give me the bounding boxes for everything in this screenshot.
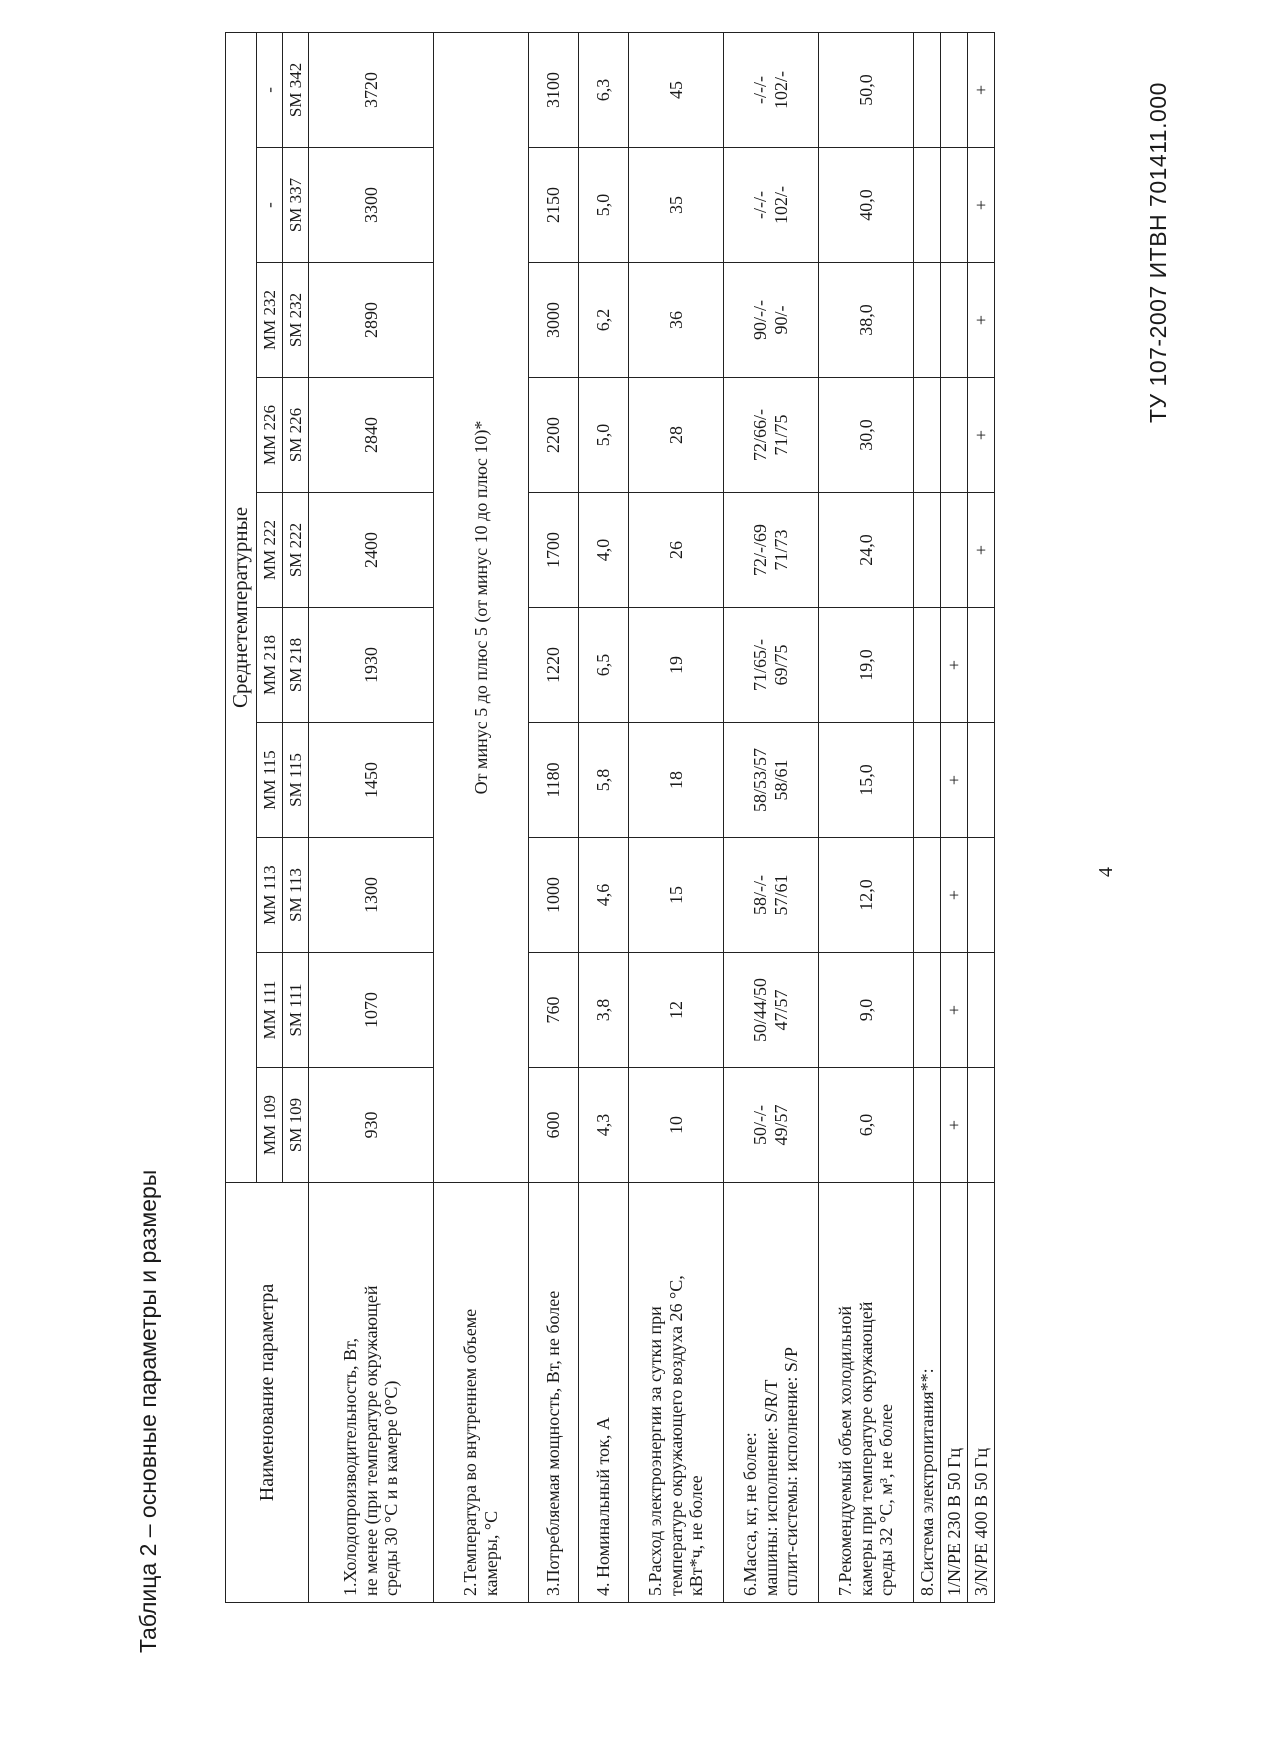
- value-cell: [967, 1068, 994, 1183]
- value-cell: 90/-/- 90/-: [723, 263, 818, 378]
- value-cell: 930: [308, 1068, 433, 1183]
- table-row: [723, 32, 818, 1602]
- param-name-cell: 4. Номинальный ток, А: [578, 1183, 628, 1603]
- value-cell: 2400: [308, 493, 433, 608]
- value-cell: [913, 608, 940, 723]
- value-cell: 1300: [308, 838, 433, 953]
- value-cell: [967, 723, 994, 838]
- value-cell: 2840: [308, 378, 433, 493]
- value-cell: [913, 1068, 940, 1183]
- value-cell: 35: [628, 148, 723, 263]
- model-header-mm: MM 111: [256, 953, 282, 1068]
- value-cell: +: [940, 1068, 967, 1183]
- value-cell: +: [967, 32, 994, 147]
- header-row-group: [226, 32, 257, 1602]
- value-cell: +: [940, 608, 967, 723]
- value-cell: 3,8: [578, 953, 628, 1068]
- model-header-sm: SM 342: [282, 32, 308, 147]
- param-name-cell: 1.Холодопроизводительность, Вт, не менее (при температуре окружающей среды 30 °С и в камере 0°С): [308, 1183, 433, 1603]
- value-cell: 10: [628, 1068, 723, 1183]
- value-cell: [940, 148, 967, 263]
- value-cell: +: [967, 263, 994, 378]
- param-name-cell: 3.Потребляемая мощность, Вт, не более: [528, 1183, 578, 1603]
- value-cell: 1000: [528, 838, 578, 953]
- value-cell: 1180: [528, 723, 578, 838]
- value-cell: 58/-/- 57/61: [723, 838, 818, 953]
- param-name-cell: 8.Система электропитания**:: [913, 1183, 940, 1603]
- table-row: [578, 32, 628, 1602]
- table-row: [967, 32, 994, 1602]
- value-cell: 5,0: [578, 148, 628, 263]
- value-cell: 9,0: [818, 953, 913, 1068]
- value-cell: 1220: [528, 608, 578, 723]
- value-cell: 72/66/- 71/75: [723, 378, 818, 493]
- value-cell: [913, 263, 940, 378]
- model-header-sm: SM 222: [282, 493, 308, 608]
- value-cell: +: [967, 378, 994, 493]
- value-cell: 72/-/69 71/73: [723, 493, 818, 608]
- table-row: [433, 32, 528, 1602]
- value-cell: +: [940, 838, 967, 953]
- value-cell: [913, 493, 940, 608]
- value-cell: 38,0: [818, 263, 913, 378]
- value-cell: 15,0: [818, 723, 913, 838]
- param-name-cell: 2.Температура во внутреннем объеме камеры, °С: [433, 1183, 528, 1603]
- value-cell: 24,0: [818, 493, 913, 608]
- value-cell: 50/44/50 47/57: [723, 953, 818, 1068]
- value-cell: 760: [528, 953, 578, 1068]
- value-cell: 6,2: [578, 263, 628, 378]
- table-row: [628, 32, 723, 1602]
- model-header-sm: SM 111: [282, 953, 308, 1068]
- model-header-mm: -: [256, 148, 282, 263]
- value-cell: -/-/- 102/-: [723, 32, 818, 147]
- value-cell: 2890: [308, 263, 433, 378]
- model-header-mm: MM 115: [256, 723, 282, 838]
- model-header-mm: MM 109: [256, 1068, 282, 1183]
- value-cell: 26: [628, 493, 723, 608]
- model-header-sm: SM 232: [282, 263, 308, 378]
- value-cell: [913, 838, 940, 953]
- value-cell: [913, 148, 940, 263]
- value-cell: 4,0: [578, 493, 628, 608]
- value-cell: 15: [628, 838, 723, 953]
- model-header-sm: SM 113: [282, 838, 308, 953]
- value-cell: [967, 838, 994, 953]
- page-number: 4: [1095, 867, 1117, 877]
- value-cell: +: [940, 723, 967, 838]
- table-row: [308, 32, 433, 1602]
- value-cell: 19,0: [818, 608, 913, 723]
- value-cell: 28: [628, 378, 723, 493]
- param-name-cell: 1/N/PE 230 В 50 Гц: [940, 1183, 967, 1603]
- group-header: Среднетемпературные: [226, 32, 257, 1182]
- value-cell: [913, 953, 940, 1068]
- value-cell: [940, 378, 967, 493]
- value-cell: 36: [628, 263, 723, 378]
- value-cell: [940, 32, 967, 147]
- param-name-cell: 3/N/PE 400 В 50 Гц: [967, 1183, 994, 1603]
- value-cell: [913, 723, 940, 838]
- value-cell: 2200: [528, 378, 578, 493]
- value-cell: +: [967, 493, 994, 608]
- model-header-sm: SM 218: [282, 608, 308, 723]
- param-name-cell: 7.Рекомендуемый объем холодильной камеры при температуре окружающей среды 32 °С, м³, не более: [818, 1183, 913, 1603]
- value-cell: 6,0: [818, 1068, 913, 1183]
- value-cell: 50,0: [818, 32, 913, 147]
- value-cell: 4,6: [578, 838, 628, 953]
- model-header-sm: SM 109: [282, 1068, 308, 1183]
- param-name-cell: 6.Масса, кг, не более: машины: исполнение: S/R/T сплит-системы: исполнение: S/P: [723, 1183, 818, 1603]
- value-cell: 30,0: [818, 378, 913, 493]
- parameters-table: [225, 32, 995, 1603]
- value-cell: 12,0: [818, 838, 913, 953]
- value-cell: [940, 493, 967, 608]
- value-cell: [913, 32, 940, 147]
- table-row: [913, 32, 940, 1602]
- model-header-mm: MM 222: [256, 493, 282, 608]
- model-header-sm: SM 337: [282, 148, 308, 263]
- value-cell: 19: [628, 608, 723, 723]
- value-cell: [913, 378, 940, 493]
- value-cell: 600: [528, 1068, 578, 1183]
- value-cell: 3100: [528, 32, 578, 147]
- value-cell: 2150: [528, 148, 578, 263]
- value-cell: [940, 263, 967, 378]
- value-cell: 45: [628, 32, 723, 147]
- value-cell: [967, 608, 994, 723]
- value-cell: -/-/- 102/-: [723, 148, 818, 263]
- value-cell: 12: [628, 953, 723, 1068]
- model-header-mm: MM 232: [256, 263, 282, 378]
- value-cell: 3720: [308, 32, 433, 147]
- value-cell: 1450: [308, 723, 433, 838]
- table-row: [528, 32, 578, 1602]
- value-cell: +: [940, 953, 967, 1068]
- value-cell: 58/53/57 58/61: [723, 723, 818, 838]
- param-column-header: Наименование параметра: [226, 1183, 309, 1603]
- value-cell: 50/-/- 49/57: [723, 1068, 818, 1183]
- value-cell: 3000: [528, 263, 578, 378]
- table-row: [818, 32, 913, 1602]
- value-cell: 1930: [308, 608, 433, 723]
- value-cell: 1700: [528, 493, 578, 608]
- value-cell: 71/65/- 69/75: [723, 608, 818, 723]
- param-name-cell: 5.Расход электроэнергии за сутки при температуре окружающего воздуха 26 °С, кВт*ч, не более: [628, 1183, 723, 1603]
- value-cell: 5,0: [578, 378, 628, 493]
- value-cell: 40,0: [818, 148, 913, 263]
- model-header-mm: MM 218: [256, 608, 282, 723]
- table-row: [940, 32, 967, 1602]
- value-cell: 6,5: [578, 608, 628, 723]
- span-value-cell: От минус 5 до плюс 5 (от минус 10 до плюс 10)*: [433, 32, 528, 1182]
- value-cell: 18: [628, 723, 723, 838]
- value-cell: +: [967, 148, 994, 263]
- model-header-mm: MM 113: [256, 838, 282, 953]
- value-cell: 6,3: [578, 32, 628, 147]
- value-cell: 1070: [308, 953, 433, 1068]
- table-caption: Таблица 2 – основные параметры и размеры: [135, 1169, 161, 1653]
- document-code: ТУ 107-2007 ИТВН 701411.000: [1145, 82, 1171, 423]
- model-header-mm: MM 226: [256, 378, 282, 493]
- value-cell: [967, 953, 994, 1068]
- value-cell: 4,3: [578, 1068, 628, 1183]
- model-header-sm: SM 115: [282, 723, 308, 838]
- model-header-sm: SM 226: [282, 378, 308, 493]
- value-cell: 5,8: [578, 723, 628, 838]
- model-header-mm: -: [256, 32, 282, 147]
- table-body: [308, 32, 994, 1602]
- value-cell: 3300: [308, 148, 433, 263]
